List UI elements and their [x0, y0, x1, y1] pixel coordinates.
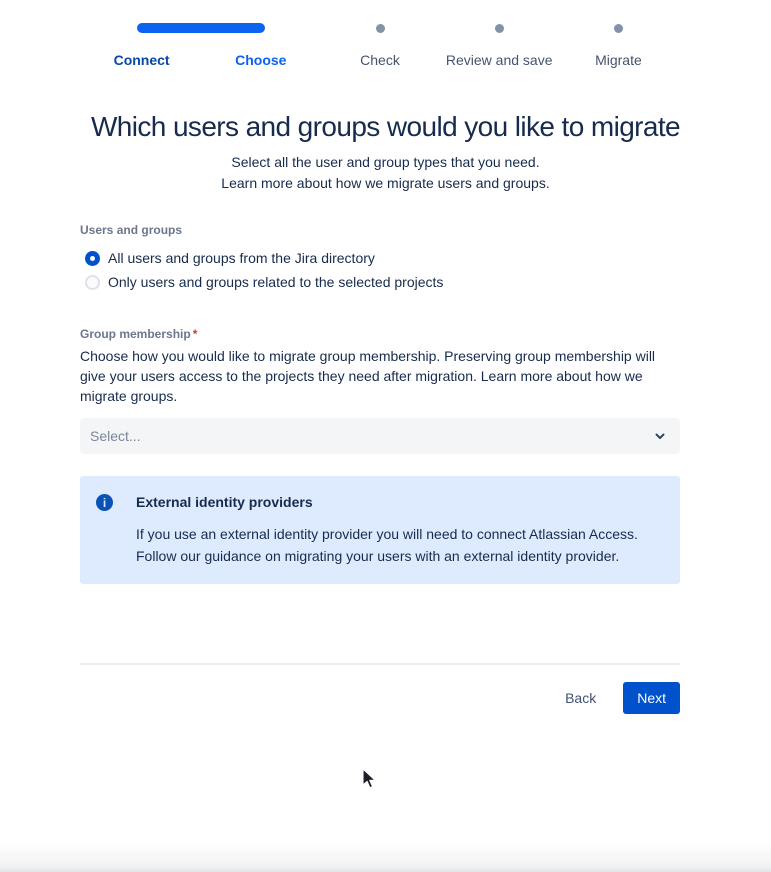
- info-panel-body: [136, 523, 638, 567]
- info-panel-title: External identity providers: [136, 494, 313, 510]
- page-title: Which users and groups would you like to migrate: [90, 111, 681, 142]
- step-dot-icon: [614, 24, 623, 33]
- group-membership-description: Choose how you would like to migrate group membership. Preserving group membership will give your users access to the projects they need after migration. Learn more about how we migrate groups.: [80, 348, 656, 404]
- bottom-edge-shadow: [0, 842, 771, 872]
- stepper-label-choose[interactable]: Choose: [235, 52, 287, 68]
- form-content: [80, 222, 680, 714]
- page-subtitle: [0, 152, 771, 194]
- radio-label: Only users and groups related to the selected projects: [108, 274, 444, 290]
- group-membership-label-text: Group membership: [80, 327, 191, 341]
- stepper-track: [320, 23, 439, 33]
- subtitle-line-2: Learn more about how we migrate users and groups.: [221, 175, 550, 191]
- stepper-step-review-and-save: [440, 23, 559, 68]
- info-icon-wrap: [96, 493, 136, 567]
- required-asterisk: *: [192, 327, 198, 341]
- stepper-label-review-and-save: Review and save: [445, 52, 553, 68]
- users-and-groups-radio-group: [80, 246, 680, 294]
- group-membership-select[interactable]: [80, 418, 680, 454]
- stepper-label-check: Check: [360, 52, 400, 68]
- step-dot-icon: [376, 24, 385, 33]
- stepper-track: [440, 23, 559, 33]
- info-icon: [96, 494, 113, 511]
- footer-actions: [80, 682, 680, 714]
- group-membership-label: [80, 326, 680, 342]
- chevron-down-icon: [654, 430, 666, 442]
- mouse-cursor-icon: [362, 768, 378, 795]
- stepper-progress-bar: [137, 23, 265, 33]
- radio-all-users-and-groups[interactable]: [80, 246, 680, 270]
- stepper-label-migrate: Migrate: [595, 52, 642, 68]
- stepper-step-migrate: [559, 23, 678, 68]
- stepper-track: [559, 23, 678, 33]
- select-placeholder: Select...: [90, 428, 141, 444]
- next-button[interactable]: Next: [623, 682, 680, 714]
- subtitle-line-1: Select all the user and group types that you need.: [231, 154, 540, 170]
- radio-unselected-icon[interactable]: [85, 275, 100, 290]
- users-and-groups-label: Users and groups: [80, 223, 183, 237]
- info-body-line-1: If you use an external identity provider you will need to connect Atlassian Access.: [136, 526, 638, 542]
- info-body-line-2: Follow our guidance on migrating your users with an external identity provider.: [136, 548, 620, 564]
- footer-divider: [80, 663, 680, 665]
- stepper-label-connect[interactable]: Connect: [113, 52, 170, 68]
- stepper-step-check: [320, 23, 439, 68]
- radio-selected-icon[interactable]: [85, 251, 100, 266]
- external-identity-providers-info-panel: [80, 476, 680, 584]
- back-button[interactable]: Back: [553, 683, 608, 713]
- radio-only-related-users-and-groups[interactable]: [80, 270, 680, 294]
- migration-progress-stepper: [82, 23, 678, 68]
- info-panel-content: [136, 493, 638, 567]
- step-dot-icon: [495, 24, 504, 33]
- radio-label: All users and groups from the Jira directory: [108, 250, 375, 266]
